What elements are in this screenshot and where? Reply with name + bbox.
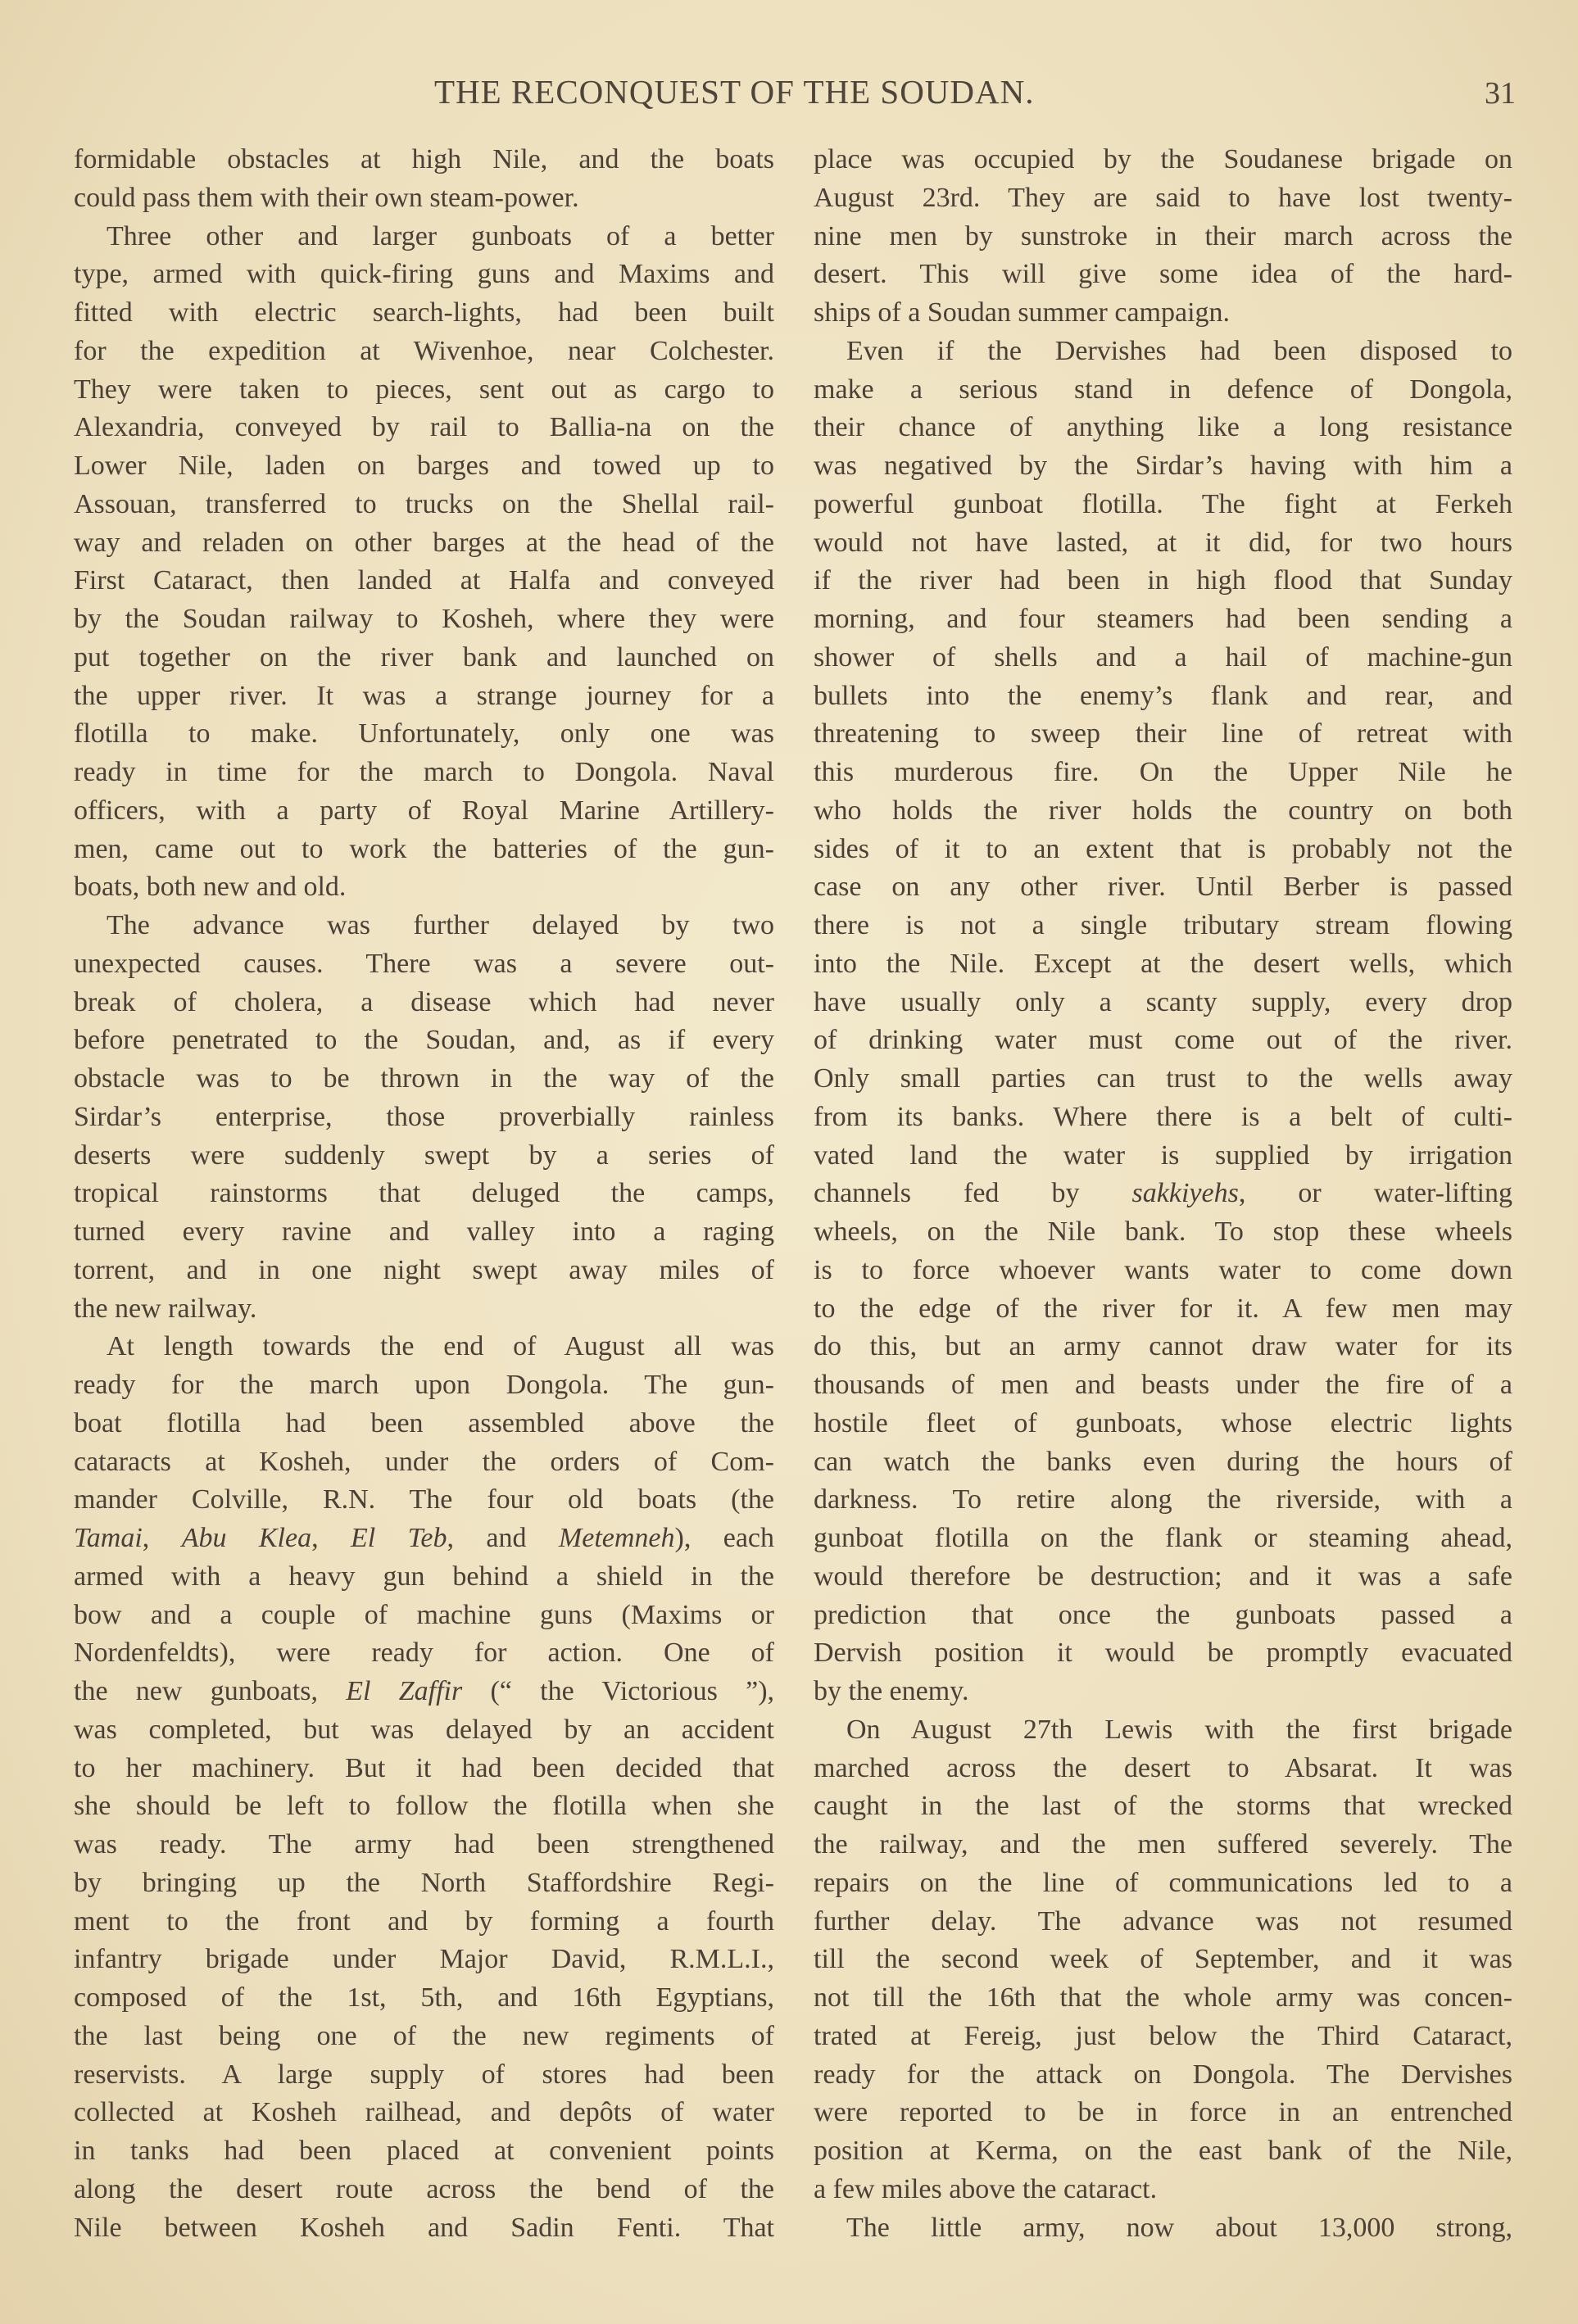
line-text: thousands of men and beasts under the fire of a [814,1370,1512,1400]
text-line [814,371,1512,410]
text-line [74,333,774,371]
line-text: , [311,1523,351,1553]
line-text: trated at Fereig, just below the Third Cataract, [814,2020,1512,2051]
line-text: collected at Kosheh railhead, and depôts of water [74,2097,774,2128]
running-title: THE RECONQUEST OF THE SOUDAN. [434,73,1035,111]
line-text: The little army, now about 13,000 strong, [846,2212,1512,2243]
text-line [74,2209,774,2248]
line-text: not till the 16th that the whole army was concen- [814,1982,1512,2013]
line-text: formidable obstacles at high Nile, and the boats [74,144,774,174]
line-text: men, came out to work the batteries of the gun- [74,833,774,864]
text-line [74,1941,774,1979]
line-text: to the edge of the river for it. A few men may [814,1293,1512,1324]
text-line [74,945,774,984]
text-line [814,1520,1512,1558]
line-text: if the river had been in high flood that Sunday [814,565,1512,596]
line-text: At length towards the end of August all was [107,1331,774,1362]
line-text: obstacle was to be thrown in the way of the [74,1063,774,1094]
text-line [814,1750,1512,1788]
line-text: put together on the river bank and launched on [74,641,774,673]
text-line [814,1252,1512,1290]
text-line [74,1750,774,1788]
text-line [814,409,1512,447]
text-line [74,1060,774,1099]
line-text: till the second week of September, and it was [814,1944,1512,1975]
text-line [74,1711,774,1750]
line-text: Lower Nile, laden on barges and towed up to [74,451,774,481]
text-line [814,1099,1512,1137]
text-line [74,2018,774,2056]
line-text: the upper river. It was a strange journey for a [74,680,774,711]
text-line [814,218,1512,256]
text-line [74,1826,774,1864]
line-text: way and reladen on other barges at the head of the [74,527,774,558]
line-text: torrent, and in one night swept away miles of [74,1254,774,1285]
line-text: tropical rainstorms that deluged the camps, [74,1178,774,1209]
page-number: 31 [1485,76,1516,111]
line-text: reservists. A large supply of stores had been [74,2059,774,2090]
line-text: composed of the 1st, 5th, and 16th Egyptians, [74,1982,774,2013]
text-line [74,1022,774,1060]
text-line [74,141,774,179]
text-line [74,754,774,792]
text-line [74,218,774,256]
line-text: unexpected causes. There was a severe out- [74,948,774,979]
line-text: was completed, but was delayed by an accident [74,1714,774,1745]
line-text: The advance was further delayed by two [107,910,774,940]
text-line [74,294,774,333]
right-text-column [814,141,1512,2247]
line-text: officers, with a party of Royal Marine Artillery- [74,795,774,826]
line-text: to her machinery. But it had been decided that [74,1752,774,1783]
line-text: place was occupied by the Soudanese brigade on [814,144,1512,174]
text-line [814,1903,1512,1941]
text-line [814,1443,1512,1482]
text-line [814,1175,1512,1213]
text-line [814,1941,1512,1979]
line-text: is to force whoever wants water to come down [814,1254,1512,1285]
line-text: a few miles above the cataract. [814,2173,1158,2204]
text-line [814,256,1512,294]
text-line [74,907,774,945]
text-line [74,1290,774,1329]
text-line [74,1673,774,1711]
text-line [74,2094,774,2132]
line-text: make a serious stand in defence of Dongola, [814,374,1512,405]
text-line [74,1213,774,1252]
text-line [814,1597,1512,1635]
text-line [814,2171,1512,2209]
line-text: repairs on the line of communications led to a [814,1867,1512,1898]
text-line [814,141,1512,179]
text-line [814,715,1512,754]
line-text: ), each [674,1523,775,1553]
line-text: darkness. To retire along the riverside, with a [814,1484,1512,1515]
text-line [814,2094,1512,2132]
line-text: Dervish position it would be promptly evacuated [814,1638,1512,1669]
text-line [814,1328,1512,1366]
line-text: into the Nile. Except at the desert wells, which [814,948,1512,979]
line-text: infantry brigade under Major David, R.M.L.I., [74,1944,774,1975]
line-text: On August 27th Lewis with the first brigade [846,1714,1512,1745]
line-text: fitted with electric search-lights, had been built [74,297,774,328]
line-text: cataracts at Kosheh, under the orders of Com- [74,1446,774,1477]
text-line [74,1328,774,1366]
line-text: flotilla to make. Unfortunately, only one was [74,718,774,750]
line-text: Sirdar’s enterprise, those proverbially rainless [74,1101,774,1132]
text-line [814,486,1512,524]
text-line [74,1787,774,1826]
text-line [814,562,1512,600]
line-text: boats, both new and old. [74,872,347,903]
line-text: morning, and four steamers had been sending a [814,604,1512,634]
line-text: could pass them with their own steam-power. [74,182,579,213]
line-text: sides of it to an extent that is probably not the [814,833,1512,864]
line-text: would therefore be destruction; and it was a safe [814,1561,1512,1592]
text-line [74,179,774,218]
text-line [814,1060,1512,1099]
text-line [814,2018,1512,2056]
line-text: caught in the last of the storms that wrecked [814,1791,1512,1822]
line-text: by the Soudan railway to Kosheh, where they were [74,604,774,634]
line-text: gunboat flotilla on the flank or steaming ahead, [814,1523,1512,1553]
text-line [814,1787,1512,1826]
line-text: break of cholera, a disease which had never [74,986,774,1017]
text-line [74,371,774,410]
line-text: , [142,1523,182,1553]
text-line [814,1634,1512,1673]
text-line [814,2056,1512,2095]
text-line [814,677,1512,716]
text-line [814,907,1512,945]
line-text: their chance of anything like a long resistance [814,412,1512,443]
italic-name: Metemneh [558,1523,675,1553]
line-text: desert. This will give some idea of the hard- [814,259,1512,290]
line-text: were reported to be in force in an entrenched [814,2097,1512,2128]
text-line [814,2132,1512,2171]
line-text: hostile fleet of gunboats, whose electric lights [814,1407,1512,1438]
text-line [814,1290,1512,1329]
line-text: who holds the river holds the country on both [814,795,1512,826]
line-text: Nile between Kosheh and Sadin Fenti. That [74,2212,774,2243]
text-line [74,677,774,716]
text-line [74,1903,774,1941]
line-text: , and [447,1523,559,1553]
text-line [814,447,1512,486]
text-line [814,945,1512,984]
italic-name: El Zaffir [346,1676,463,1706]
text-line [814,1022,1512,1060]
italic-name: Abu Klea [181,1523,312,1553]
line-text: type, armed with quick-firing guns and Maxims and [74,259,774,290]
line-text: was ready. The army had been strengthened [74,1829,774,1860]
text-line [814,333,1512,371]
line-text: have usually only a scanty supply, every drop [814,986,1512,1017]
line-text: would not have lasted, at it did, for two hours [814,527,1512,558]
line-text: marched across the desert to Absarat. It was [814,1752,1512,1783]
line-text: Nordenfeldts), were ready for action. One of [74,1638,774,1669]
text-line [74,1481,774,1520]
line-text: prediction that once the gunboats passed a [814,1599,1512,1630]
text-line [74,409,774,447]
text-line [74,1099,774,1137]
line-text: the railway, and the men suffered severely. The [814,1829,1512,1860]
text-line [814,1979,1512,2018]
line-text: wheels, on the Nile bank. To stop these wheels [814,1216,1512,1247]
italic-name: El Teb [351,1523,447,1553]
text-line [814,868,1512,907]
text-line [74,715,774,754]
line-text: boat flotilla had been assembled above the [74,1407,774,1438]
line-text: position at Kerma, on the east bank of the Nile, [814,2136,1512,2166]
line-text: vated land the water is supplied by irrigation [814,1139,1512,1171]
text-line [74,524,774,563]
text-line [74,1864,774,1903]
text-line [74,1597,774,1635]
line-text: armed with a heavy gun behind a shield in the [74,1561,774,1592]
line-text: in tanks had been placed at convenient points [74,2136,774,2166]
line-text: from its banks. Where there is a belt of culti- [814,1101,1512,1132]
text-line [74,868,774,907]
line-text: First Cataract, then landed at Halfa and conveyed [74,565,774,596]
text-line [74,831,774,869]
text-line [814,1366,1512,1405]
text-line [814,1137,1512,1176]
text-line [74,486,774,524]
line-text: by bringing up the North Staffordshire Regi- [74,1867,774,1898]
line-text: this murderous fire. On the Upper Nile he [814,757,1512,787]
text-line [814,2209,1512,2248]
text-line [74,562,774,600]
text-line [74,447,774,486]
text-line [814,600,1512,639]
line-text: , or water-lifting [1238,1178,1512,1209]
text-line [74,600,774,639]
text-line [74,2056,774,2095]
line-text: she should be left to follow the flotilla when she [74,1791,774,1822]
line-text: turned every ravine and valley into a raging [74,1216,774,1247]
text-line [814,1826,1512,1864]
text-line [74,256,774,294]
line-text: the last being one of the new regiments of [74,2020,774,2051]
text-line [814,294,1512,333]
text-line [74,1405,774,1443]
text-line [74,1634,774,1673]
line-text: Alexandria, conveyed by rail to Ballia-na on the [74,412,774,443]
text-line [74,1252,774,1290]
text-line [74,1443,774,1482]
line-text: the new gunboats, [74,1676,347,1706]
text-line [74,1137,774,1176]
left-text-column [74,141,774,2247]
text-line [74,984,774,1022]
line-text: threatening to sweep their line of retreat with [814,718,1512,750]
text-line [74,1175,774,1213]
line-text: nine men by sunstroke in their march across the [814,220,1512,251]
text-line [74,2171,774,2209]
text-line [74,2132,774,2171]
line-text: shower of shells and a hail of machine-gun [814,641,1512,673]
line-text: ment to the front and by forming a fourth [74,1905,774,1937]
text-line [74,1520,774,1558]
line-text: channels fed by [814,1178,1132,1209]
text-line [74,639,774,677]
line-text: Even if the Dervishes had been disposed to [846,335,1512,366]
line-text: Assouan, transferred to trucks on the Shellal rail- [74,488,774,519]
line-text: They were taken to pieces, sent out as cargo to [74,374,774,405]
text-line [814,639,1512,677]
text-line [74,792,774,831]
text-line [814,1711,1512,1750]
line-text: bow and a couple of machine guns (Maxims or [74,1599,774,1630]
text-line [814,1405,1512,1443]
text-line [74,1558,774,1597]
text-line [814,1481,1512,1520]
line-text: (“ the Victorious ”), [462,1676,775,1706]
line-text: ships of a Soudan summer campaign. [814,297,1231,328]
line-text: can watch the banks even during the hours of [814,1446,1512,1477]
text-line [814,754,1512,792]
line-text: bullets into the enemy’s flank and rear, and [814,680,1512,711]
text-line [814,1864,1512,1903]
line-text: before penetrated to the Soudan, and, as if every [74,1025,774,1056]
text-line [814,179,1512,218]
line-text: deserts were suddenly swept by a series of [74,1139,774,1171]
text-line [814,1213,1512,1252]
line-text: ready in time for the march to Dongola. Naval [74,757,774,787]
text-line [814,984,1512,1022]
line-text: the new railway. [74,1293,257,1324]
line-text: ready for the attack on Dongola. The Dervishes [814,2059,1512,2090]
line-text: for the expedition at Wivenhoe, near Colchester. [74,335,774,366]
line-text: further delay. The advance was not resumed [814,1905,1512,1937]
line-text: ready for the march upon Dongola. The gun- [74,1370,774,1400]
line-text: case on any other river. Until Berber is passed [814,872,1512,903]
italic-name: Tamai [74,1523,143,1553]
line-text: do this, but an army cannot draw water for its [814,1331,1512,1362]
text-line [814,1673,1512,1711]
text-line [814,1558,1512,1597]
line-text: Only small parties can trust to the wells away [814,1063,1512,1094]
text-line [814,792,1512,831]
text-line [814,524,1512,563]
text-line [74,1366,774,1405]
text-line [74,1979,774,2018]
line-text: Three other and larger gunboats of a better [107,220,774,251]
text-line [814,831,1512,869]
line-text: of drinking water must come out of the river. [814,1025,1512,1056]
line-text: mander Colville, R.N. The four old boats (the [74,1484,774,1515]
line-text: there is not a single tributary stream flowing [814,910,1512,940]
line-text: by the enemy. [814,1676,969,1706]
line-text: August 23rd. They are said to have lost twenty- [814,182,1512,213]
line-text: was negatived by the Sirdar’s having with him a [814,451,1512,481]
line-text: along the desert route across the bend of the [74,2173,774,2204]
italic-name: sakkiyehs [1131,1178,1239,1209]
line-text: powerful gunboat flotilla. The fight at Ferkeh [814,488,1512,519]
